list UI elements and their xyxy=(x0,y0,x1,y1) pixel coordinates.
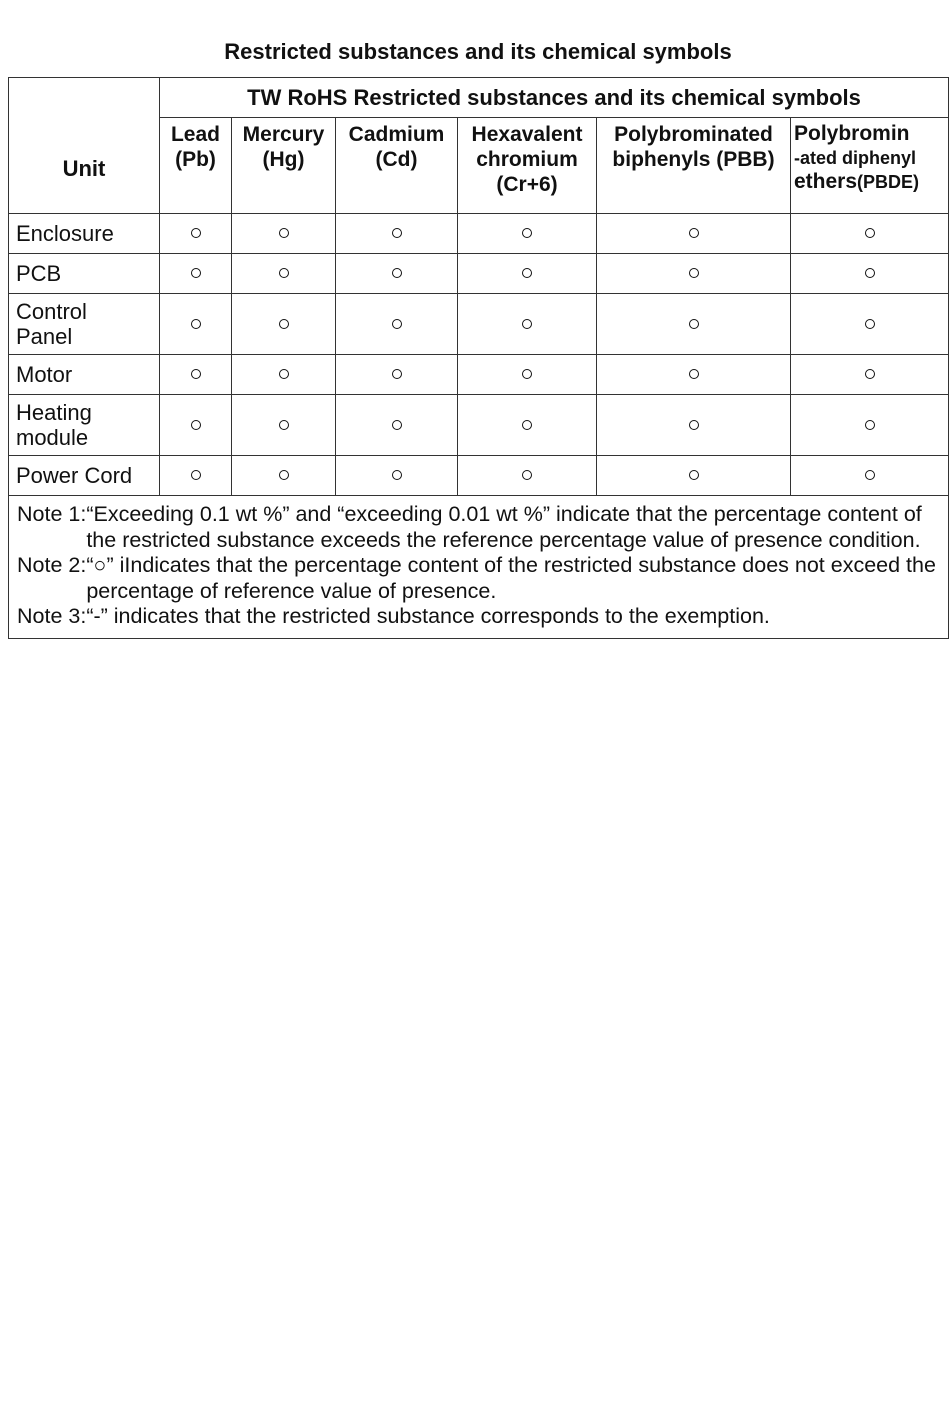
column-header-pbde: Polybromin -ated diphenyl ethers(PBDE) xyxy=(791,118,949,214)
compliance-mark-cell xyxy=(791,456,949,496)
table-row xyxy=(9,395,949,456)
compliance-mark-cell xyxy=(232,214,336,254)
note-1: Note 1: “Exceeding 0.1 wt %” and “exceeding 0.01 wt %” indicate that the percentage content of the restricted substance exceeds the reference percentage value of presence condition. xyxy=(17,502,922,552)
notes-section xyxy=(9,496,949,639)
circle-icon xyxy=(191,470,201,480)
circle-icon xyxy=(279,369,289,379)
circle-icon xyxy=(279,268,289,278)
circle-icon xyxy=(689,420,699,430)
circle-icon xyxy=(522,268,532,278)
row-unit-label: PCB xyxy=(9,254,160,294)
circle-icon xyxy=(689,319,699,329)
circle-icon xyxy=(279,228,289,238)
circle-icon xyxy=(865,268,875,278)
compliance-mark-cell xyxy=(336,355,458,395)
row-unit-label: Enclosure xyxy=(9,214,160,254)
circle-icon xyxy=(392,369,402,379)
compliance-mark-cell xyxy=(160,254,232,294)
table-row xyxy=(9,214,949,254)
circle-icon xyxy=(689,470,699,480)
compliance-mark-cell xyxy=(597,294,791,355)
circle-icon xyxy=(865,319,875,329)
unit-column-header: Unit xyxy=(9,78,160,214)
column-header-lead: Lead (Pb) xyxy=(160,118,232,214)
compliance-mark-cell xyxy=(458,214,597,254)
compliance-mark-cell xyxy=(597,355,791,395)
table-row xyxy=(9,254,949,294)
row-unit-label: Motor xyxy=(9,355,160,395)
rohs-table xyxy=(8,77,949,639)
compliance-mark-cell xyxy=(336,254,458,294)
compliance-mark-cell xyxy=(458,355,597,395)
column-header-cadmium: Cadmium (Cd) xyxy=(336,118,458,214)
column-header-hexavalent-chromium: Hexavalent chromium (Cr+6) xyxy=(458,118,597,214)
row-unit-label: Power Cord xyxy=(9,456,160,496)
compliance-mark-cell xyxy=(597,456,791,496)
compliance-mark-cell xyxy=(336,456,458,496)
table-row xyxy=(9,294,949,355)
compliance-mark-cell xyxy=(791,214,949,254)
circle-icon xyxy=(392,319,402,329)
circle-icon xyxy=(191,369,201,379)
circle-icon xyxy=(191,420,201,430)
compliance-mark-cell xyxy=(232,254,336,294)
circle-icon xyxy=(522,420,532,430)
compliance-mark-cell xyxy=(160,456,232,496)
compliance-mark-cell xyxy=(160,355,232,395)
circle-icon xyxy=(191,319,201,329)
table-row xyxy=(9,355,949,395)
compliance-mark-cell xyxy=(597,254,791,294)
circle-icon xyxy=(689,369,699,379)
circle-icon xyxy=(279,319,289,329)
circle-icon xyxy=(865,470,875,480)
compliance-mark-cell xyxy=(232,355,336,395)
circle-icon xyxy=(522,228,532,238)
compliance-mark-cell xyxy=(458,254,597,294)
circle-icon xyxy=(865,369,875,379)
circle-icon xyxy=(392,420,402,430)
compliance-mark-cell xyxy=(336,214,458,254)
compliance-mark-cell xyxy=(791,254,949,294)
compliance-mark-cell xyxy=(597,214,791,254)
compliance-mark-cell xyxy=(458,395,597,456)
circle-icon xyxy=(191,268,201,278)
compliance-mark-cell xyxy=(232,294,336,355)
row-unit-label: Control Panel xyxy=(9,294,160,355)
circle-icon xyxy=(392,228,402,238)
compliance-mark-cell xyxy=(232,395,336,456)
circle-icon xyxy=(865,228,875,238)
note-3: Note 3: “-” indicates that the restricted substance corresponds to the exemption. xyxy=(17,604,770,628)
circle-icon xyxy=(689,268,699,278)
circle-icon xyxy=(522,470,532,480)
compliance-mark-cell xyxy=(597,395,791,456)
circle-icon xyxy=(689,228,699,238)
document-title: Restricted substances and its chemical symbols xyxy=(224,39,732,64)
circle-icon xyxy=(392,470,402,480)
compliance-mark-cell xyxy=(160,214,232,254)
circle-icon xyxy=(279,420,289,430)
circle-icon xyxy=(191,228,201,238)
circle-icon xyxy=(522,369,532,379)
circle-icon xyxy=(865,420,875,430)
compliance-mark-cell xyxy=(160,395,232,456)
compliance-mark-cell xyxy=(458,456,597,496)
compliance-mark-cell xyxy=(791,294,949,355)
compliance-mark-cell xyxy=(336,294,458,355)
compliance-mark-cell xyxy=(232,456,336,496)
table-row xyxy=(9,456,949,496)
circle-icon xyxy=(522,319,532,329)
circle-icon xyxy=(392,268,402,278)
note-2: Note 2: “○” iIndicates that the percentage content of the restricted substance does not exceed the percentage of reference value of presence. xyxy=(17,553,936,603)
compliance-mark-cell xyxy=(791,395,949,456)
substances-group-header: TW RoHS Restricted substances and its chemical symbols xyxy=(160,78,949,118)
compliance-mark-cell xyxy=(336,395,458,456)
compliance-mark-cell xyxy=(160,294,232,355)
compliance-mark-cell xyxy=(458,294,597,355)
column-header-mercury: Mercury (Hg) xyxy=(232,118,336,214)
compliance-mark-cell xyxy=(791,355,949,395)
circle-icon xyxy=(279,470,289,480)
table-body xyxy=(9,214,949,496)
column-header-pbb: Polybrominated biphenyls (PBB) xyxy=(597,118,791,214)
row-unit-label: Heating module xyxy=(9,395,160,456)
